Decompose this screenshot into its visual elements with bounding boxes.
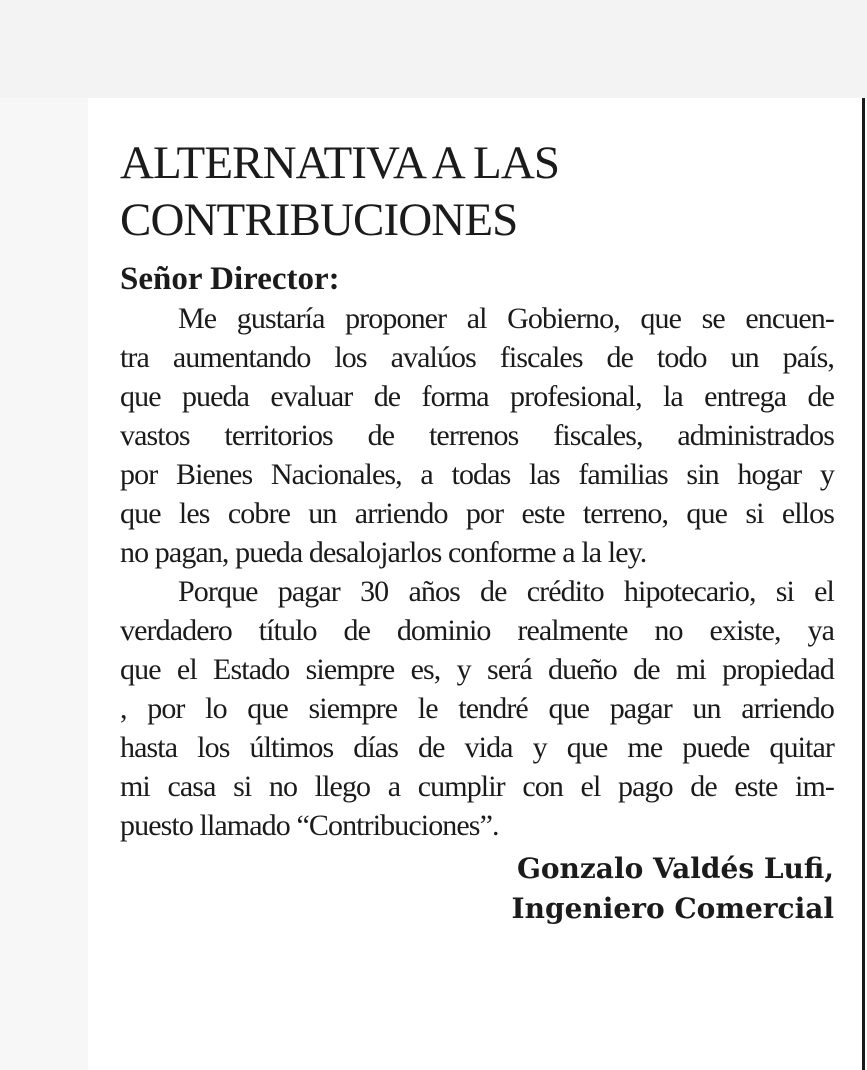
paragraph-line: Porque pagar 30 años de crédito hipotecario, si el [178, 575, 834, 608]
paragraph-line: Me gustaría proponer al Gobierno, que se encuen- [178, 302, 834, 335]
scan-margin-top [0, 0, 867, 98]
paragraph-line: por Bienes Nacionales, a todas las familias sin hogar y [120, 458, 834, 491]
letter-to-editor [120, 135, 834, 929]
paragraph-2 [120, 572, 834, 845]
headline-line: CONTRIBUCIONES [120, 194, 518, 246]
column-divider-rule [862, 98, 865, 1070]
headline [120, 135, 834, 249]
paragraph-line: que el Estado siempre es, y será dueño de mi propiedad [120, 653, 834, 686]
signature-block [120, 849, 834, 929]
scan-margin-left [0, 98, 88, 1070]
paragraph-line: puesto llamado “Contribuciones”. [120, 809, 499, 842]
paragraph-line: tra aumentando los avalúos fiscales de todo un país, [120, 341, 834, 374]
paragraph-line: que pueda evaluar de forma profesional, la entrega de [120, 380, 834, 413]
author-title: Ingeniero Comercial [511, 892, 834, 925]
paragraph-line: hasta los últimos días de vida y que me puede quitar [120, 731, 834, 764]
paragraph-line: no pagan, pueda desalojarlos conforme a la ley. [120, 536, 647, 569]
paragraph-1 [120, 299, 834, 572]
paragraph-line: , por lo que siempre le tendré que pagar un arriendo [120, 692, 834, 725]
salutation: Señor Director: [120, 261, 340, 297]
paragraph-line: vastos territorios de terrenos fiscales, administrados [120, 419, 834, 452]
paragraph-line: que les cobre un arriendo por este terreno, que si ellos [120, 497, 834, 530]
headline-line: ALTERNATIVA A LAS [120, 137, 560, 189]
author-name: Gonzalo Valdés Lufi, [516, 852, 834, 885]
paragraph-line: mi casa si no llego a cumplir con el pago de este im- [120, 770, 834, 803]
paragraph-line: verdadero título de dominio realmente no existe, ya [120, 614, 834, 647]
